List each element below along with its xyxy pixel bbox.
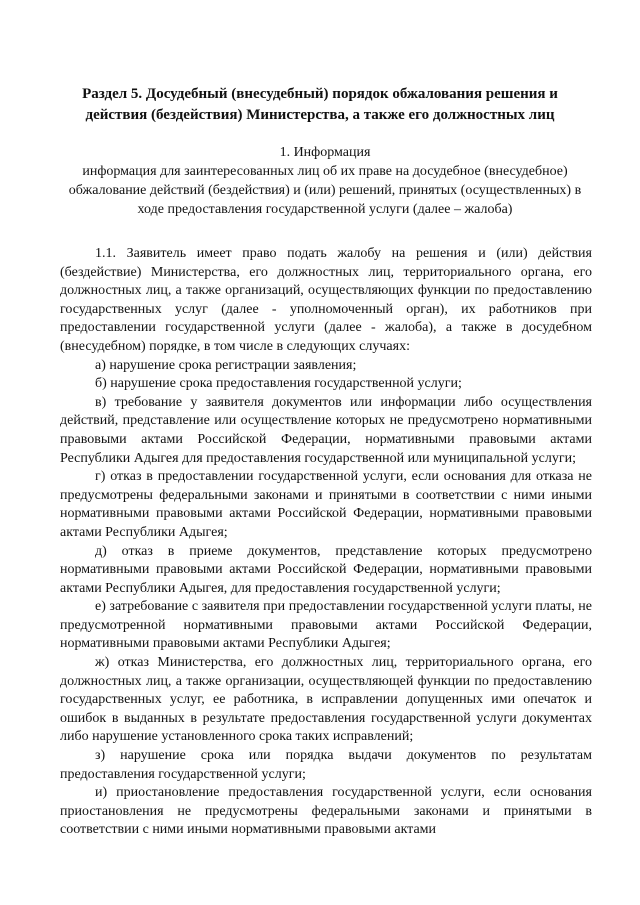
paragraph-v: в) требование у заявителя документов или информации либо осуществления действий, представление или осуществление которых не предусмотрено нормативными правовыми актами Российской Федерации, нормативными правовыми актами Республики Адыгея для предоставления государственной или муниципальной услуги; xyxy=(60,394,592,466)
paragraph-i: и) приостановление предоставления государственной услуги, если основания приостановления не предусмотрены федеральными законами и принятыми в соответствии с ними иными нормативными правовыми актами xyxy=(60,785,592,838)
subsection-title: 1. Информация xyxy=(279,145,371,160)
paragraph-g: г) отказ в предоставлении государственной услуги, если основания для отказа не предусмотрены федеральными законами и принятыми в соответствии с ними иными нормативными правовыми актами Российской Федерации, нормативными правовыми актами Республики Адыгея; xyxy=(60,469,592,540)
paragraph-1-1: 1.1. Заявитель имеет право подать жалобу на решения и (или) действия (бездействие) Министерства, его должностных лиц, территориального органа, его должностных лиц, а также организаций, осуществляющих функции по предоставлению государственных услуг (далее - уполномоченный орган), их работников при предоставлении государственной услуги (далее - жалоба), а также в досудебном (внесудебном) порядке, в том числе в следующих случаях: xyxy=(60,246,592,354)
paragraph-d: д) отказ в приеме документов, представление которых предусмотрено нормативными правовыми актами Российской Федерации, нормативными правовыми актами Республики Адыгея, для предоставления государственной услуги; xyxy=(60,543,592,596)
document-body xyxy=(60,245,592,840)
paragraph-e: е) затребование с заявителя при предоставлении государственной услуги платы, не предусмотренной нормативными правовыми актами Российской Федерации, нормативными правовыми актами Республики Адыгея; xyxy=(60,599,592,652)
paragraph-a: а) нарушение срока регистрации заявления; xyxy=(95,357,357,373)
subsection-description: информация для заинтересованных лиц об их праве на досудебное (внесудебное) обжалование действий (бездействия) и (или) решений, принятых (осуществленных) в ходе предоставления государственной услуги (далее – жалоба) xyxy=(68,164,582,217)
paragraph-b: б) нарушение срока предоставления государственной услуги; xyxy=(95,376,462,392)
paragraph-zh: ж) отказ Министерства, его должностных лиц, территориального органа, его должностных лиц, а также организации, осуществляющей функции по предоставлению государственных услуг, ее работника, в исправлении допущенных ими опечаток и ошибок в выданных в результате предоставления государственной услуги документах либо нарушение установленного срока таких исправлений; xyxy=(60,655,592,745)
paragraph-z: з) нарушение срока или порядка выдачи документов по результатам предоставления государственной услуги; xyxy=(60,748,592,782)
section-heading: Раздел 5. Досудебный (внесудебный) порядок обжалования решения и действия (бездействия) Министерства, а также его должностных лиц xyxy=(82,86,558,123)
